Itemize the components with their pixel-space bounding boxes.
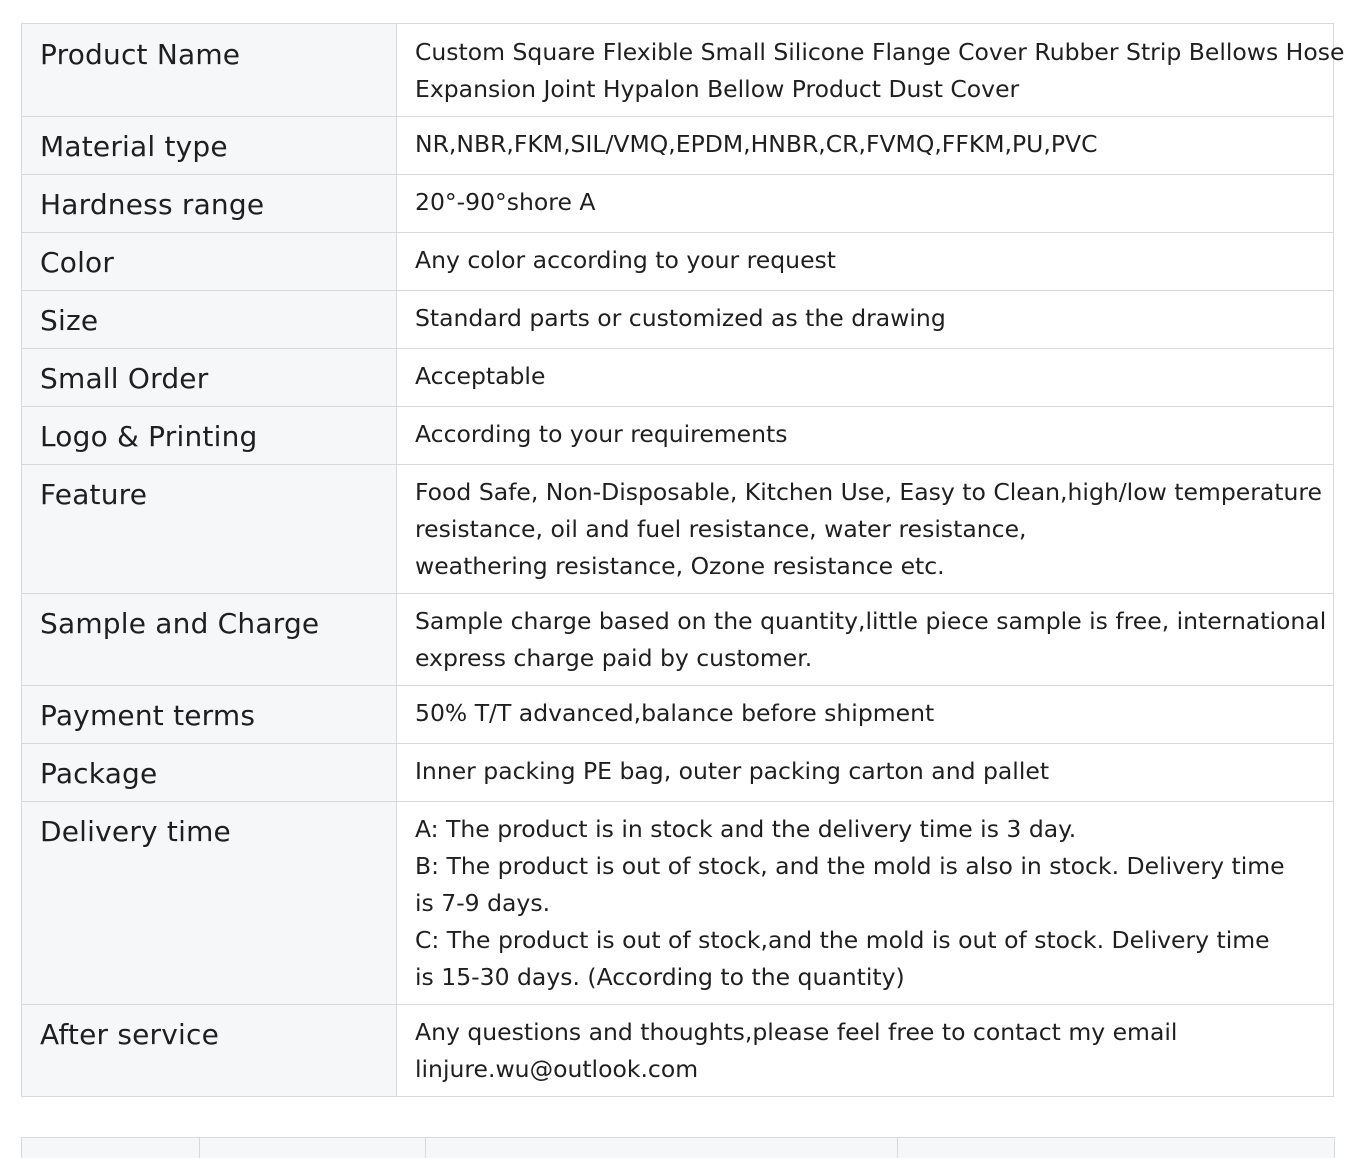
- spec-row-hardness-range: [22, 175, 1334, 233]
- value-line: NR,NBR,FKM,SIL/VMQ,EPDM,HNBR,CR,FVMQ,FFKM,PU,PVC: [415, 130, 1098, 158]
- value-line: B: The product is out of stock, and the mold is also in stock. Delivery time: [415, 852, 1285, 880]
- product-spec-table: [21, 23, 1345, 1097]
- row-value: [397, 233, 1334, 291]
- spec-row-feature: [22, 465, 1334, 594]
- value-line: Expansion Joint Hypalon Bellow Product Dust Cover: [415, 75, 1020, 103]
- value-line: A: The product is in stock and the delivery time is 3 day.: [415, 815, 1077, 843]
- row-value: [397, 802, 1334, 1005]
- value-line: C: The product is out of stock,and the mold is out of stock. Delivery time: [415, 926, 1270, 954]
- spec-row-package: [22, 744, 1334, 802]
- row-value: [397, 686, 1334, 744]
- row-label: Feature: [22, 465, 397, 594]
- value-line: express charge paid by customer.: [415, 644, 813, 672]
- value-line: Custom Square Flexible Small Silicone Flange Cover Rubber Strip Bellows Hose: [415, 38, 1345, 66]
- row-value: [397, 594, 1334, 686]
- row-label: After service: [22, 1005, 397, 1097]
- row-label: Package: [22, 744, 397, 802]
- value-line: Food Safe, Non-Disposable, Kitchen Use, Easy to Clean,high/low temperature: [415, 478, 1322, 506]
- spec-row-material-type: [22, 117, 1334, 175]
- row-label: Sample and Charge: [22, 594, 397, 686]
- spec-row-size: [22, 291, 1334, 349]
- row-label: Product Name: [22, 24, 397, 117]
- spec-row-small-order: [22, 349, 1334, 407]
- row-value: [397, 117, 1334, 175]
- value-line: Sample charge based on the quantity,little piece sample is free, international: [415, 607, 1327, 635]
- row-value: [397, 349, 1334, 407]
- row-label: Material type: [22, 117, 397, 175]
- row-value: [397, 1005, 1334, 1097]
- row-label: Color: [22, 233, 397, 291]
- row-value: [397, 24, 1345, 117]
- spec-row-after-service: [22, 1005, 1334, 1097]
- value-line: Inner packing PE bag, outer packing carton and pallet: [415, 757, 1050, 785]
- row-value: [397, 291, 1334, 349]
- spec-row-product-name: [22, 24, 1334, 117]
- row-value: [397, 407, 1334, 465]
- value-line: linjure.wu@outlook.com: [415, 1055, 699, 1083]
- spec-row-sample-charge: [22, 594, 1334, 686]
- spec-row-logo-printing: [22, 407, 1334, 465]
- value-line: weathering resistance, Ozone resistance etc.: [415, 552, 945, 580]
- spec-row-color: [22, 233, 1334, 291]
- value-line: 20°-90°shore A: [415, 188, 596, 216]
- value-line: is 7-9 days.: [415, 889, 551, 917]
- value-line: Standard parts or customized as the drawing: [415, 304, 946, 332]
- next-table-cell: [22, 1138, 200, 1158]
- row-label: Hardness range: [22, 175, 397, 233]
- value-line: Any questions and thoughts,please feel free to contact my email: [415, 1018, 1178, 1046]
- next-table-cell: [426, 1138, 898, 1158]
- value-line: According to your requirements: [415, 420, 788, 448]
- row-label: Delivery time: [22, 802, 397, 1005]
- row-label: Payment terms: [22, 686, 397, 744]
- value-line: Acceptable: [415, 362, 546, 390]
- next-table-cell: [898, 1138, 1335, 1158]
- row-value: [397, 175, 1334, 233]
- value-line: 50% T/T advanced,balance before shipment: [415, 699, 935, 727]
- row-label: Logo & Printing: [22, 407, 397, 465]
- value-line: is 15-30 days. (According to the quantity): [415, 963, 905, 991]
- row-value: [397, 465, 1334, 594]
- row-label: Small Order: [22, 349, 397, 407]
- next-table-cell: [200, 1138, 426, 1158]
- value-line: Any color according to your request: [415, 246, 836, 274]
- spec-row-payment-terms: [22, 686, 1334, 744]
- row-value: [397, 744, 1334, 802]
- row-label: Size: [22, 291, 397, 349]
- next-table-header-partial: [21, 1137, 1335, 1158]
- spec-row-delivery-time: [22, 802, 1334, 1005]
- value-line: resistance, oil and fuel resistance, water resistance,: [415, 515, 1027, 543]
